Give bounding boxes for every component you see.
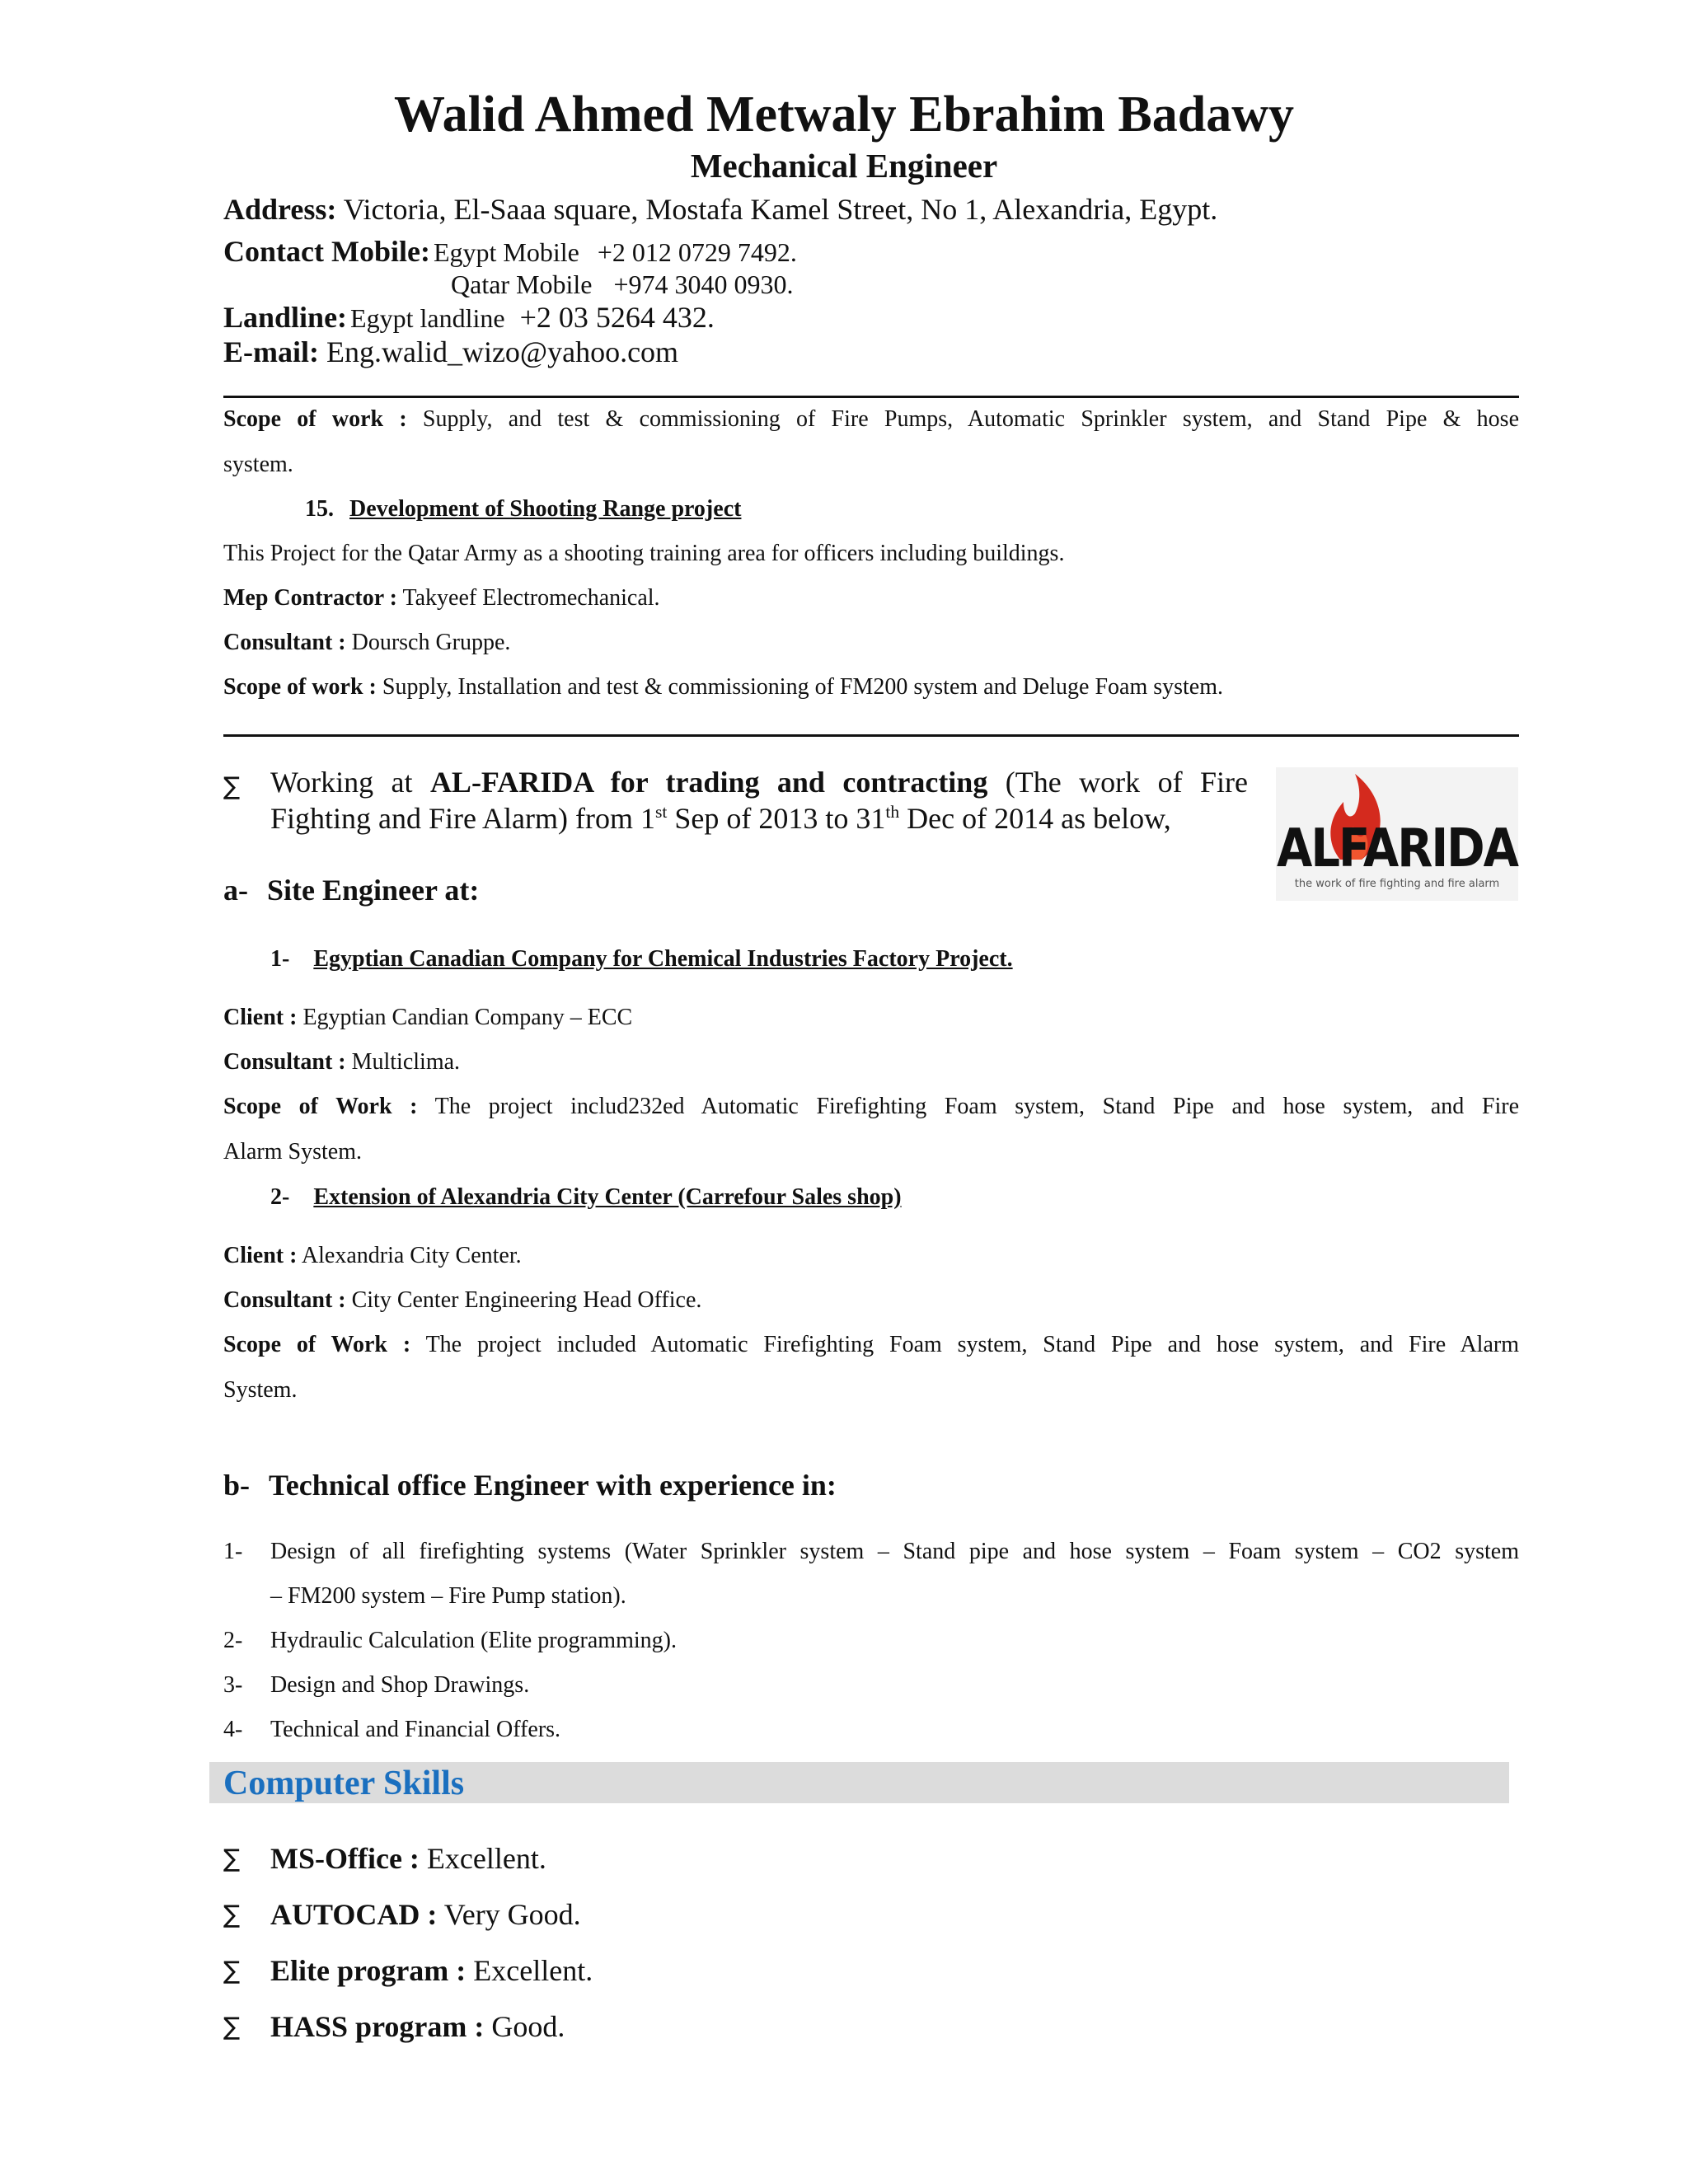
email-label: E-mail: [223, 335, 319, 368]
mobile-line [223, 234, 797, 269]
tech-item-1-line1: Design of all firefighting systems (Water Sprinkler system – Stand pipe and hose system – Foam system – CO2 system [270, 1539, 1519, 1564]
qatar-mobile-label: Qatar Mobile [451, 269, 593, 299]
project-2-number: 2- [270, 1184, 290, 1210]
skill-1-bullet-icon: ∑ [223, 1844, 241, 1873]
landline-value: +2 03 5264 432. [519, 301, 715, 334]
project-1-heading [270, 946, 1013, 972]
project-1-title: Egyptian Canadian Company for Chemical Industries Factory Project. [313, 946, 1013, 972]
mep-label: Mep Contractor : [223, 585, 397, 611]
p2-scope-line1 [223, 1332, 1519, 1358]
tech-item-1-line2: – FM200 system – Fire Pump station). [270, 1583, 626, 1609]
qatar-mobile-value: +974 3040 0930. [613, 269, 794, 299]
skill-1-level: Excellent. [426, 1842, 546, 1875]
alfarida-suffix: (The work of Fire [1005, 766, 1249, 799]
period-text-start: Fighting and Fire Alarm) from 1 [270, 802, 655, 835]
alfarida-company: AL-FARIDA for trading and contracting [429, 766, 988, 799]
project-15-description: This Project for the Qatar Army as a shooting training area for officers including buildings. [223, 541, 1065, 566]
project-15-heading [305, 496, 741, 523]
p2-consultant-label: Consultant : [223, 1287, 346, 1313]
tech-heading-text: Technical office Engineer with experience in: [269, 1469, 837, 1502]
p1-consultant-label: Consultant : [223, 1049, 346, 1075]
p1-scope-label: Scope of Work : [223, 1094, 418, 1119]
site-engineer-heading [223, 873, 479, 907]
scope-line [223, 406, 1519, 433]
alfarida-prefix: Working at [270, 766, 413, 799]
project-15-title: Development of Shooting Range project [349, 496, 742, 522]
alfarida-intro-line2 [270, 801, 1171, 836]
scope-value-line1: Supply, and test & commissioning of Fire Pumps, Automatic Sprinkler system, and Stand Pipe & hose [422, 406, 1519, 432]
mep-contractor-line [223, 585, 660, 612]
skill-4-level: Good. [491, 2010, 565, 2043]
skill-1-name: MS-Office : [270, 1842, 420, 1875]
p2-consultant-value: City Center Engineering Head Office. [351, 1287, 702, 1313]
consultant-label: Consultant : [223, 630, 346, 655]
logo-tagline: the work of fire fighting and fire alarm [1294, 878, 1500, 890]
tech-office-heading [223, 1468, 837, 1502]
qatar-mobile-line [451, 269, 794, 300]
email-value: Eng.walid_wizo@yahoo.com [326, 335, 679, 368]
tech-item-1-number: 1- [223, 1539, 243, 1564]
landline-line [223, 300, 715, 335]
period-text-end: Dec of 2014 as below, [899, 802, 1171, 835]
ordinal-th: th [885, 802, 900, 822]
skill-2-level: Very Good. [443, 1898, 581, 1931]
computer-skills-heading: Computer Skills [223, 1765, 465, 1802]
skill-1 [270, 1841, 546, 1876]
landline-label: Landline: [223, 301, 348, 334]
tech-item-2-number: 2- [223, 1628, 243, 1653]
p2-scope-value: The project included Automatic Firefighting Foam system, Stand Pipe and hose system, and Fire Alarm [425, 1332, 1519, 1357]
project-15-number: 15. [305, 496, 334, 522]
alfarida-logo [1276, 767, 1518, 901]
tech-item-4-number: 4- [223, 1717, 243, 1742]
alfarida-intro-line1 [270, 765, 1248, 799]
email-line [223, 335, 678, 369]
scope-value-line2: system. [223, 452, 293, 477]
p1-consultant-line [223, 1049, 460, 1076]
p1-scope-value: The project includ232ed Automatic Firefighting Foam system, Stand Pipe and hose system, and Fire [434, 1094, 1519, 1119]
mobile-label: Contact Mobile: [223, 235, 430, 268]
p2-consultant-line [223, 1287, 701, 1314]
address-label: Address: [223, 193, 337, 226]
project-2-title: Extension of Alexandria City Center (Carrefour Sales shop) [313, 1184, 902, 1210]
skill-4-name: HASS program : [270, 2010, 485, 2043]
project-2-heading [270, 1184, 902, 1211]
consultant-value: Doursch Gruppe. [351, 630, 511, 655]
p2-client-line [223, 1243, 522, 1269]
p1-client-line [223, 1005, 632, 1031]
tech-letter: b- [223, 1469, 251, 1502]
period-text-mid: Sep of 2013 to 31 [667, 802, 886, 835]
skill-2 [270, 1897, 581, 1932]
tech-item-3-text: Design and Shop Drawings. [270, 1672, 530, 1698]
p1-scope-line1 [223, 1094, 1519, 1120]
egypt-mobile-label: Egypt Mobile [433, 237, 579, 267]
p1-consultant-value: Multiclima. [351, 1049, 461, 1075]
p1-client-label: Client : [223, 1005, 298, 1030]
skill-3-name: Elite program : [270, 1954, 467, 1987]
skill-4-bullet-icon: ∑ [223, 2013, 241, 2041]
tech-item-4-text: Technical and Financial Offers. [270, 1717, 561, 1742]
consultant-line [223, 630, 510, 656]
p2-client-value: Alexandria City Center. [301, 1243, 522, 1268]
ordinal-st: st [654, 802, 668, 822]
tech-item-2-text: Hydraulic Calculation (Elite programming). [270, 1628, 677, 1653]
skill-3 [270, 1953, 593, 1988]
bullet-icon: ∑ [223, 772, 241, 801]
p1-scope-line2: Alarm System. [223, 1139, 362, 1165]
scope2-label: Scope of work : [223, 674, 377, 700]
p1-client-value: Egyptian Candian Company – ECC [302, 1005, 633, 1030]
scope2-line [223, 674, 1223, 701]
candidate-name: Walid Ahmed Metwaly Ebrahim Badawy [394, 87, 1294, 143]
p2-client-label: Client : [223, 1243, 298, 1268]
tech-item-3-number: 3- [223, 1672, 243, 1698]
address-line [223, 192, 1217, 227]
header-divider [223, 396, 1519, 398]
skill-2-bullet-icon: ∑ [223, 1900, 241, 1929]
landline-type: Egypt landline [350, 303, 505, 333]
site-letter: a- [223, 874, 248, 907]
egypt-mobile-value: +2 012 0729 7492. [597, 237, 797, 267]
section-divider [223, 734, 1519, 737]
mep-value: Takyeef Electromechanical. [402, 585, 660, 611]
p2-scope-line2: System. [223, 1377, 298, 1403]
scope2-value: Supply, Installation and test & commissioning of FM200 system and Deluge Foam system. [382, 674, 1224, 700]
logo-wordmark: ALFARIDA [1277, 818, 1517, 879]
skill-4 [270, 2009, 565, 2044]
site-heading-text: Site Engineer at: [267, 874, 480, 907]
project-1-number: 1- [270, 946, 290, 972]
skill-3-level: Excellent. [473, 1954, 593, 1987]
job-title: Mechanical Engineer [690, 147, 998, 185]
p2-scope-label: Scope of Work : [223, 1332, 411, 1357]
scope-label: Scope of work : [223, 406, 407, 432]
skill-3-bullet-icon: ∑ [223, 1957, 241, 1985]
address-value: Victoria, El-Saaa square, Mostafa Kamel Street, No 1, Alexandria, Egypt. [343, 193, 1218, 226]
skill-2-name: AUTOCAD : [270, 1898, 438, 1931]
